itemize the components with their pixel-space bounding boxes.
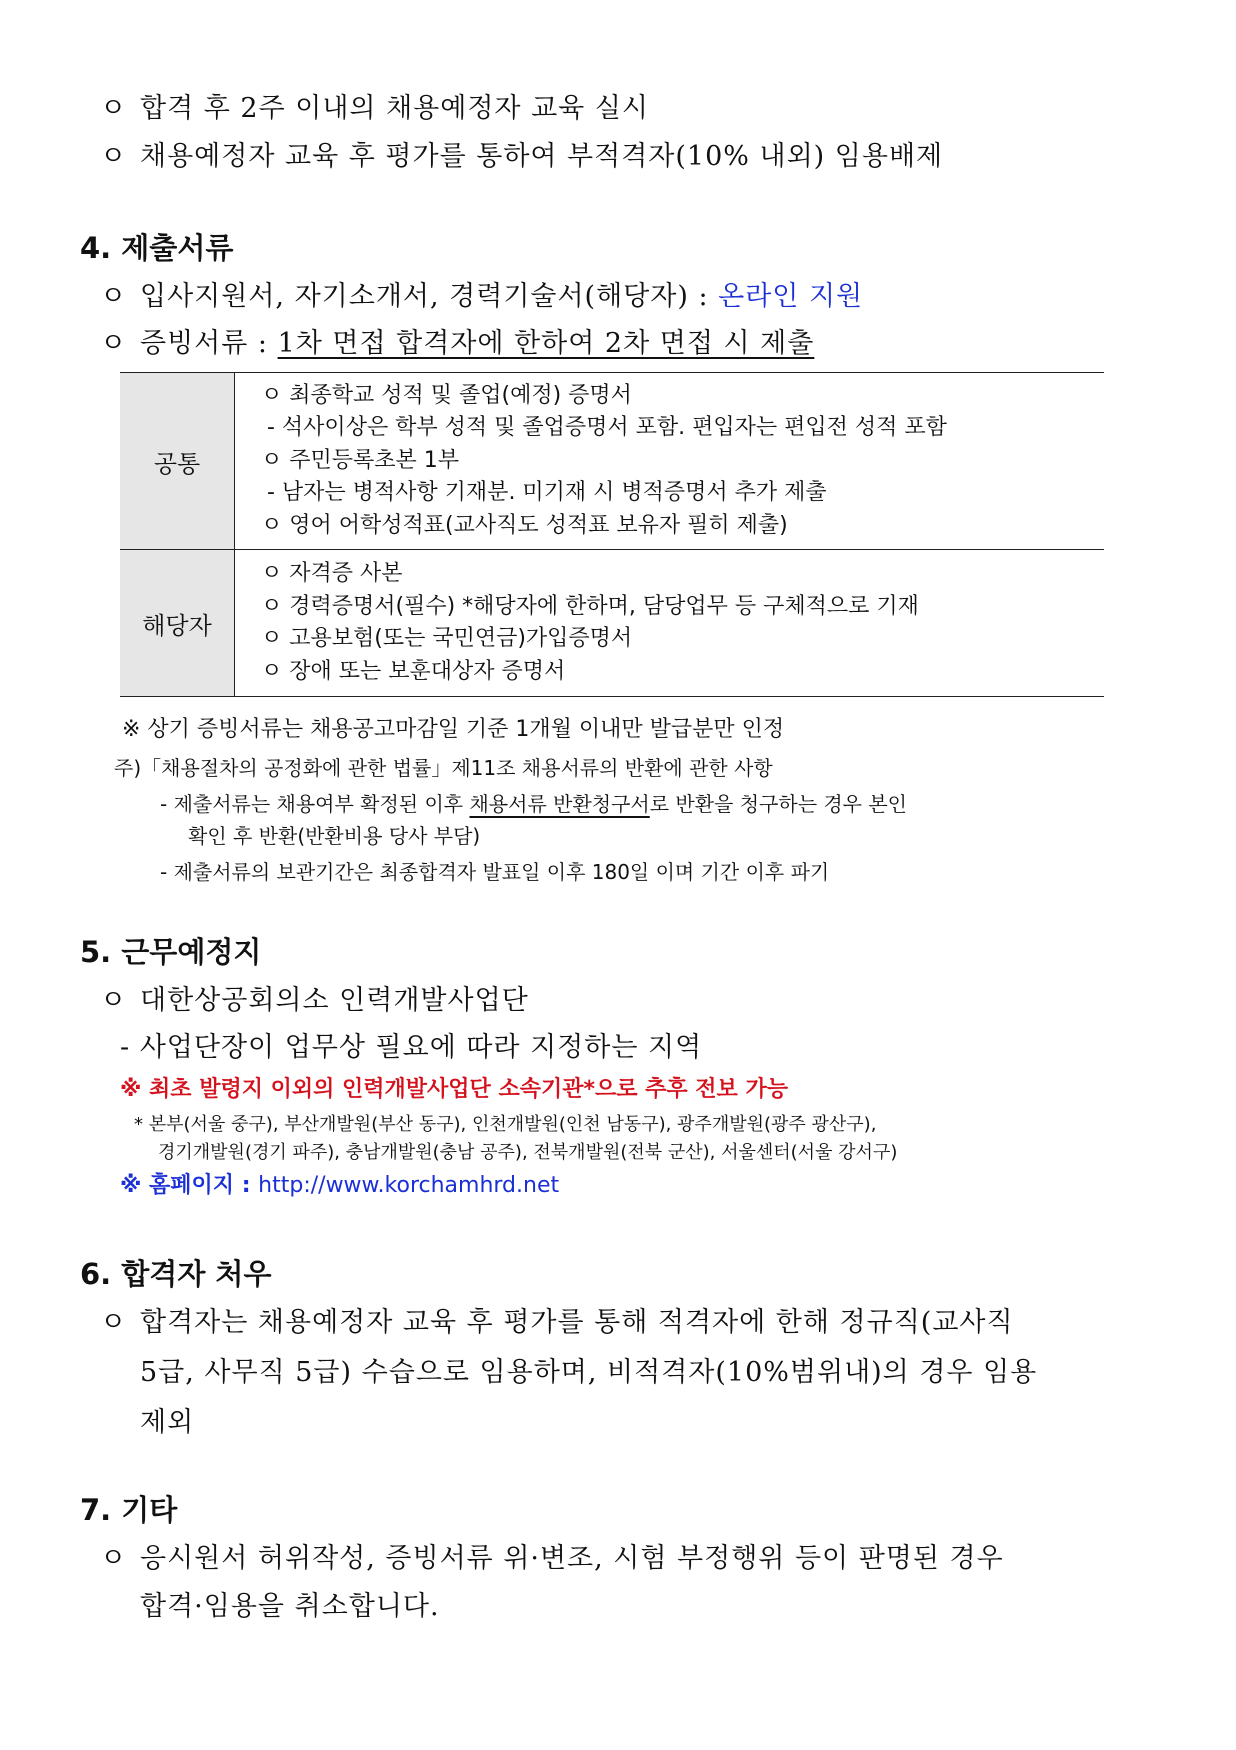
treatment-text-2: 5급, 사무직 5급) 수습으로 임용하며, 비적격자(10%범위내)의 경우 임용 xyxy=(140,1357,1038,1388)
row-header-applicable: 해당자 xyxy=(120,550,235,697)
cell-line: ㅇ 장애 또는 보훈대상자 증명서 xyxy=(261,658,566,684)
cell-line: - 남자는 병적사항 기재분. 미기재 시 병적증명서 추가 제출 xyxy=(267,480,827,506)
return-text-b: 로 반환을 청구하는 경우 본인 xyxy=(649,792,908,816)
other-text-1: 응시원서 허위작성, 증빙서류 위·변조, 시험 부정행위 등이 판명된 경우 xyxy=(140,1543,1004,1574)
bullet-line-exclusion xyxy=(100,134,943,173)
cell-line: ㅇ 자격증 사본 xyxy=(261,561,403,586)
row-content-common xyxy=(235,373,1105,550)
application-text: 입사지원서, 자기소개서, 경력기술서(해당자) : xyxy=(140,281,719,312)
cell-line: ㅇ 영어 어학성적표(교사직도 성적표 보유자 필히 제출) xyxy=(261,512,788,538)
branch-list-line1: * 본부(서울 중구), 부산개발원(부산 동구), 인천개발원(인천 남동구), 광주개발원(광주 광산구), xyxy=(134,1114,877,1135)
bullet-marker: ㅇ xyxy=(100,1307,128,1338)
exclusion-text: 채용예정자 교육 후 평가를 통하여 부적격자(10% 내외) 임용배제 xyxy=(140,141,944,172)
return-form-text: 채용서류 반환청구서 xyxy=(469,792,650,816)
note-return xyxy=(160,788,907,817)
note-law: 주)「채용절차의 공정화에 관한 법률」제11조 채용서류의 반환에 관한 사항 xyxy=(114,756,773,780)
homepage-label: ※ 홈페이지 : xyxy=(120,1173,259,1198)
bullet-line-treatment xyxy=(100,1300,1014,1339)
row-content-applicable xyxy=(235,550,1105,697)
table-row xyxy=(120,373,1104,550)
bullet-marker: ㅇ xyxy=(100,328,128,359)
homepage-line xyxy=(120,1168,559,1199)
bullet-line-education xyxy=(100,86,649,125)
education-text: 합격 후 2주 이내의 채용예정자 교육 실시 xyxy=(140,93,649,124)
section-heading-workplace: 5. 근무예정지 xyxy=(80,935,262,969)
evidence-prefix: 증빙서류 : xyxy=(140,328,278,359)
bullet-marker: ㅇ xyxy=(100,1543,128,1574)
note-retention: - 제출서류의 보관기간은 최종합격자 발표일 이후 180일 이며 기간 이후 파기 xyxy=(160,860,830,884)
section-heading-treatment: 6. 합격자 처우 xyxy=(80,1257,272,1291)
bullet-line-evidence xyxy=(100,321,814,360)
workplace-detail: - 사업단장이 업무상 필요에 따라 지정하는 지역 xyxy=(120,1032,703,1063)
transfer-note: ※ 최초 발령지 이외의 인력개발사업단 소속기관*으로 추후 전보 가능 xyxy=(120,1077,788,1102)
cell-line: - 석사이상은 학부 성적 및 졸업증명서 포함. 편입자는 편입전 성적 포함 xyxy=(267,415,947,441)
treatment-text-1: 합격자는 채용예정자 교육 후 평가를 통해 적격자에 한해 정규직(교사직 xyxy=(140,1307,1014,1338)
branch-list-line2: 경기개발원(경기 파주), 충남개발원(충남 공주), 전북개발원(전북 군산), 서울센터(서울 강서구) xyxy=(158,1142,898,1163)
cell-line: ㅇ 경력증명서(필수) *해당자에 한하며, 담당업무 등 구체적으로 기재 xyxy=(261,593,919,619)
other-text-2: 합격·임용을 취소합니다. xyxy=(140,1591,440,1622)
workplace-text: 대한상공회의소 인력개발사업단 xyxy=(140,985,529,1016)
cell-line: ㅇ 주민등록초본 1부 xyxy=(261,447,459,473)
treatment-text-3: 제외 xyxy=(140,1407,195,1438)
section-heading-other: 7. 기타 xyxy=(80,1493,178,1527)
section-heading-documents: 4. 제출서류 xyxy=(80,231,234,265)
documents-table xyxy=(120,372,1104,697)
cell-line: ㅇ 고용보험(또는 국민연금)가입증명서 xyxy=(261,626,633,651)
return-text-a: - 제출서류는 채용여부 확정된 이후 xyxy=(160,792,470,816)
note-return-cont: 확인 후 반환(반환비용 당사 부담) xyxy=(188,824,481,848)
online-apply-link[interactable]: 온라인 지원 xyxy=(718,281,864,312)
bullet-line-workplace xyxy=(100,978,529,1017)
cell-line: ㅇ 최종학교 성적 및 졸업(예정) 증명서 xyxy=(261,382,632,408)
bullet-marker: ㅇ xyxy=(100,141,128,172)
evidence-underlined-text: 1차 면접 합격자에 한하여 2차 면접 시 제출 xyxy=(277,328,815,359)
bullet-line-application xyxy=(100,274,863,313)
note-validity: ※ 상기 증빙서류는 채용공고마감일 기준 1개월 이내만 발급분만 인정 xyxy=(122,717,785,742)
row-header-common: 공통 xyxy=(120,373,235,550)
table-row xyxy=(120,550,1104,697)
bullet-marker: ㅇ xyxy=(100,93,128,124)
bullet-line-other xyxy=(100,1536,1004,1575)
bullet-marker: ㅇ xyxy=(100,281,128,312)
homepage-link[interactable]: http://www.korchamhrd.net xyxy=(258,1173,560,1198)
bullet-marker: ㅇ xyxy=(100,985,128,1016)
